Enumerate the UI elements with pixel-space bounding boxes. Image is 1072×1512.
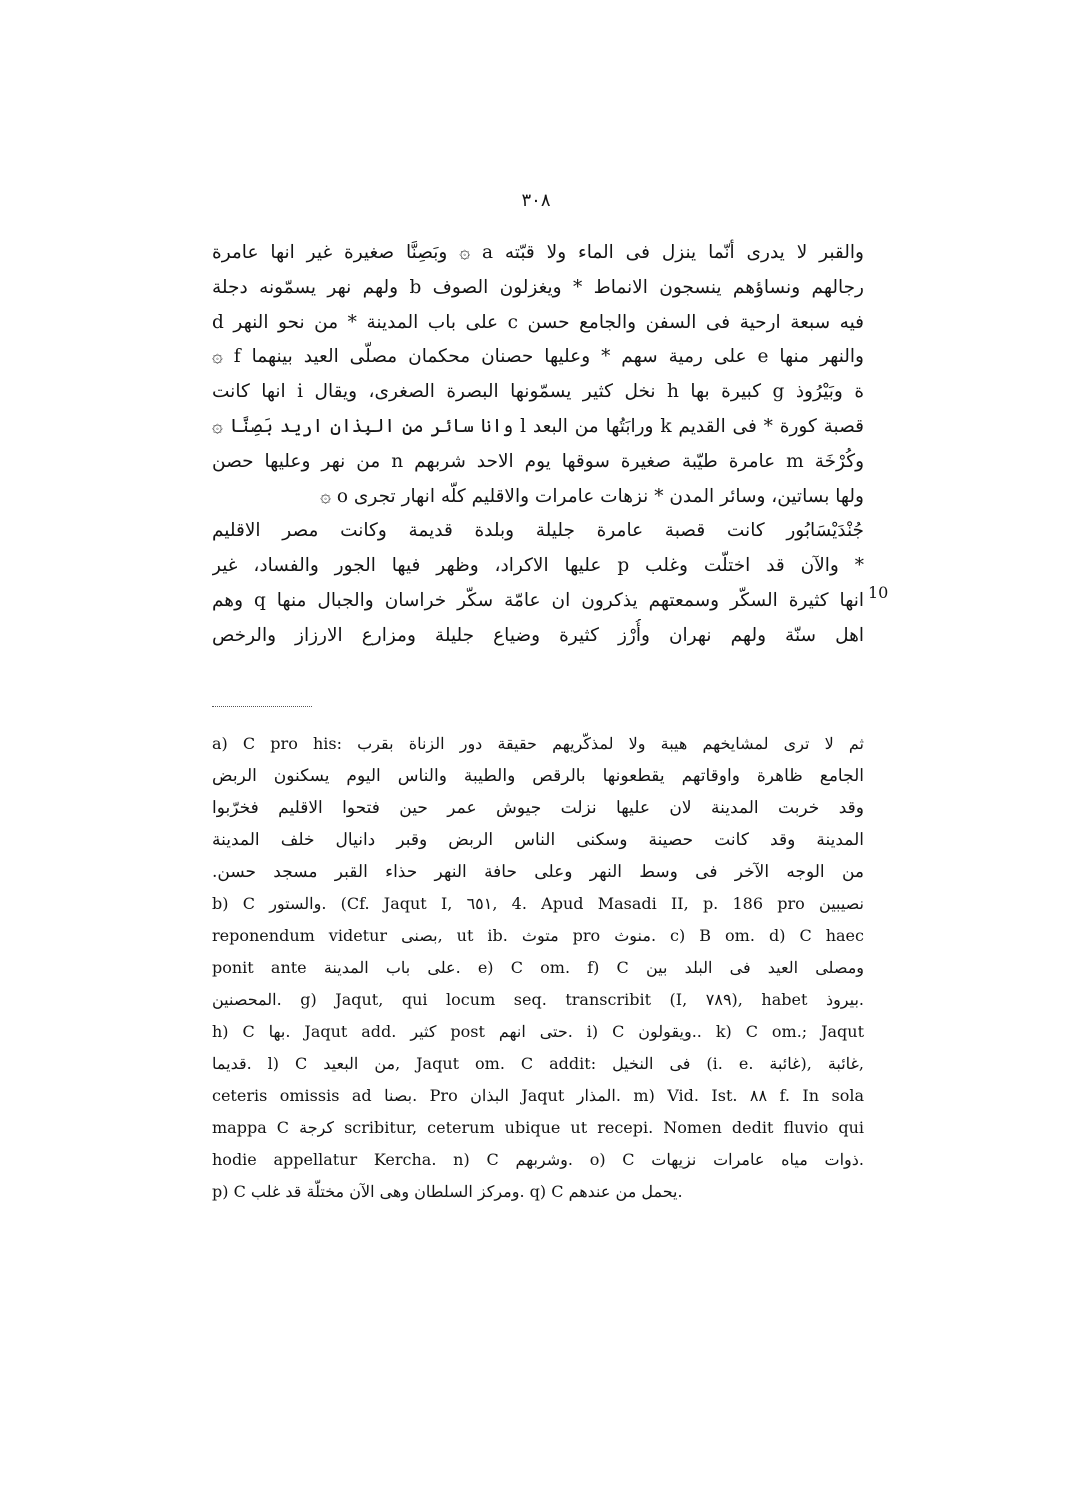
footnote-line: h) C بها. Jaqut add. كثير post حتى انهم. i) C ويقولون.. k) C om.; Jaqut <box>212 1022 864 1041</box>
footnote-line: a) C pro his: ثم لا ترى لمشايخهم هيبة ولا لمذكّريهم حقيقة دور الزناة بقرب <box>212 734 864 753</box>
main-text-block <box>212 236 864 654</box>
footnote-line: p) C ومركز السلطان وهى الآن مختلّة قد غلب. q) C يحمل من عندهم. <box>212 1182 683 1201</box>
footnote-line: mappa C كرجة scribitur, ceterum ubique ut recepi. Nomen dedit fluvio qui <box>212 1118 864 1137</box>
footnote-separator <box>212 706 312 707</box>
text-line: ة وبَيْرُوذ g كبيرة بها h نخل كثير يسمّونها البصرة الصغرى، ويقال i انها كانت <box>212 381 864 403</box>
text-line: قصبة كورة * فى القديم k ورابَتُها من البعد l وانا سائر من البِذان اريد بَصِنَّا ۞ <box>212 415 864 437</box>
footnote-line: ponit ante على باب المدينة. e) C om. f) C ومصلى العيد فى البلد بين <box>212 958 864 977</box>
text-line: فيه سبعة ارحية فى السفن والجامع حسن c على باب المدينة * من نحو النهر d <box>212 311 864 333</box>
footnote-line: reponendum videtur بصنى, ut ib. متوث pro منوث. c) B om. d) C haec <box>212 926 864 945</box>
text-line: وكُرْخَة m عامرة طيّبة صغيرة سوقها يوم الاحد شربهم n من نهر وعليها حصن <box>212 450 864 472</box>
text-line: والقبر لا يدرى أنّما ينزل فى الماء ولا قبّته a ۞ وبَصِنَّا صغيرة غير انها عامرة <box>212 242 864 263</box>
footnotes-block <box>212 728 864 1208</box>
text-line: انها كثيرة السكّر وسمعتهم يذكرون ان عامّة سكّر خراسان والجبال منها q وهم <box>212 589 864 611</box>
text-line: رجالهم ونساؤهم ينسجون الانماط * ويغزلون الصوف b ولهم نهر يسمّونه دجلة <box>212 276 864 298</box>
footnote-line: hodie appellatur Kercha. n) C وشربهم. o) C ذوات مياه عامرات نزيهات. <box>212 1150 864 1169</box>
text-line: جُنْدَيْسَابُور كانت قصبة عامرة جليلة وبلدة قديمة وكانت مصر الاقليم <box>212 520 864 542</box>
footnote-line: الجامع ظاهرة واوقاتهم يقطعونها بالرقص والطيبة والناس اليوم يسكنون الربض <box>212 766 864 786</box>
text-line: والنهر منها e على رمية سهم * وعليها حصنان محكمان مصلّى العيد بينهما f ۞ <box>212 346 864 368</box>
text-line: اهل سنّة ولهم نهران وأُرْز كثيرة وضياع جليلة ومزارع الارزاز والرخص <box>212 624 864 646</box>
footnote-line: المحصنين. g) Jaqut, qui locum seq. transcribit (I, ٧٨٩), habet بيروذ. <box>212 990 864 1009</box>
text-line: * والآن قد اختلّت وغلب p عليها الاكراد، وظهر فيها الجور والفساد، غير <box>212 555 864 577</box>
footnote-line: المدينة وقد كانت حصينة وسكنى الناس الربض وقبر دانيال خلف المدينة <box>212 830 864 850</box>
page-number: ٣٠٨ <box>521 190 551 211</box>
footnote-line: b) C والستور. (Cf. Jaqut I, ٦٥١, 4. Apud Masadi II, p. 186 pro نصيبين <box>212 894 864 913</box>
footnote-line: وقد خربت المدينة لان عليها نزلت جيوش عمر حين فتحوا الاقليم فخرّبوا <box>212 798 864 818</box>
footnote-line: قديما. l) C من البعيد, Jaqut om. C addit: فى النخيل (i. e. غائبة), غائبة, <box>212 1054 864 1073</box>
text-line: ولها بساتين، وسائر المدن * نزهات عامرات والاقليم كلّه انهار تجرى o ۞ <box>320 485 864 507</box>
line-number-marker: 10 <box>868 583 889 602</box>
footnote-line: ceteris omissis ad بصنا. Pro البذان Jaqut المذار. m) Vid. Ist. ٨٨ f. In sola <box>212 1086 864 1105</box>
footnote-line: من الوجه الآخر فى وسط النهر وعلى حافة النهر حذاء القبر مسجد حسن. <box>212 862 864 882</box>
